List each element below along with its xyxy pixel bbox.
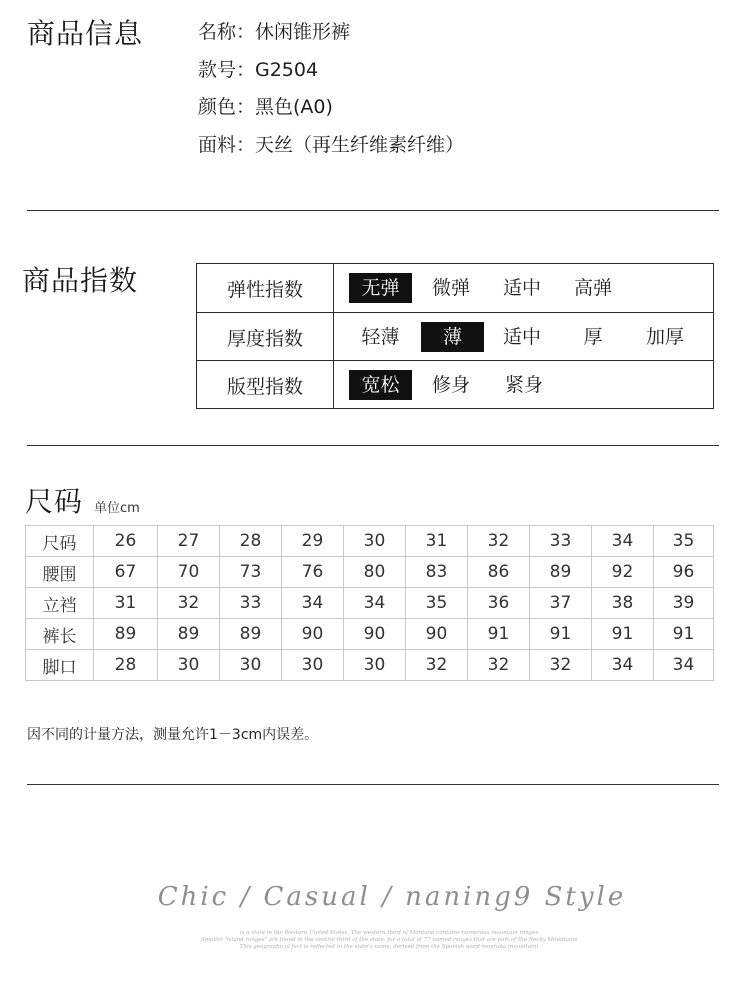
index-table <box>196 263 714 409</box>
size-cell: 39 <box>654 588 714 619</box>
size-cell: 32 <box>406 650 468 681</box>
size-row-size <box>26 526 714 557</box>
info-style-number: 款号：G2504 <box>198 59 319 81</box>
size-cell: 29 <box>282 526 344 557</box>
signature-small-text: Smaller "island ranges" are found in the central third of the state, for a total of 77 named ranges that are part of the Rocky Mountains. <box>201 937 579 943</box>
size-cell: 28 <box>94 650 158 681</box>
size-cell: 30 <box>344 650 406 681</box>
signature-small-text: is a state in the Western United States. The western third of Montana contains numerous mountain ranges. <box>239 930 541 936</box>
index-row-fit <box>197 360 713 409</box>
info-name: 名称：休闲锥形裤 <box>198 21 351 43</box>
size-cell: 34 <box>344 588 406 619</box>
measurement-note: 因不同的计量方法，测量允许1－3cm内误差。 <box>27 727 319 743</box>
size-cell: 27 <box>158 526 220 557</box>
size-cell: 89 <box>94 619 158 650</box>
signature-small-text: This geographical fact is reflected in the state's name, derived from the Spanish word montaña (mountain). <box>239 944 541 950</box>
index-option: 厚 <box>583 326 603 348</box>
size-cell: 91 <box>592 619 654 650</box>
size-cell: 30 <box>158 650 220 681</box>
size-cell: 31 <box>406 526 468 557</box>
size-cell: 70 <box>158 557 220 588</box>
size-cell: 38 <box>592 588 654 619</box>
size-cell: 91 <box>530 619 592 650</box>
size-cell: 83 <box>406 557 468 588</box>
size-cell: 30 <box>282 650 344 681</box>
index-option: 微弹 <box>431 277 470 299</box>
size-cell: 67 <box>94 557 158 588</box>
size-cell: 35 <box>406 588 468 619</box>
size-cell: 30 <box>220 650 282 681</box>
index-option: 适中 <box>502 277 541 299</box>
size-row-hem <box>26 650 714 681</box>
info-fabric: 面料：天丝（再生纤维素纤维） <box>198 134 465 156</box>
size-cell: 91 <box>468 619 530 650</box>
size-cell: 89 <box>158 619 220 650</box>
size-title: 尺码 <box>25 485 84 518</box>
divider <box>27 210 719 211</box>
index-option-selected: 薄 <box>421 322 484 352</box>
product-index-title: 商品指数 <box>22 264 139 297</box>
index-option: 适中 <box>502 326 541 348</box>
size-cell: 90 <box>282 619 344 650</box>
size-unit: 单位cm <box>94 501 140 516</box>
index-option: 加厚 <box>645 326 684 348</box>
size-row-waist <box>26 557 714 588</box>
size-cell: 32 <box>158 588 220 619</box>
signature-script: Chic / Casual / naning9 Style <box>157 882 627 912</box>
divider <box>27 784 719 785</box>
index-option: 紧身 <box>504 374 543 396</box>
size-cell: 89 <box>220 619 282 650</box>
info-color: 颜色：黑色(A0) <box>198 96 333 118</box>
size-cell: 92 <box>592 557 654 588</box>
index-label: 厚度指数 <box>197 313 334 361</box>
index-option: 轻薄 <box>361 326 400 348</box>
size-cell: 37 <box>530 588 592 619</box>
size-cell: 34 <box>592 526 654 557</box>
size-cell: 73 <box>220 557 282 588</box>
size-cell: 91 <box>654 619 714 650</box>
size-cell: 90 <box>406 619 468 650</box>
size-cell: 35 <box>654 526 714 557</box>
index-label: 版型指数 <box>197 361 334 409</box>
divider <box>27 445 719 446</box>
size-cell: 34 <box>282 588 344 619</box>
size-cell: 28 <box>220 526 282 557</box>
size-row-rise <box>26 588 714 619</box>
index-option: 修身 <box>431 374 470 396</box>
index-row-thickness <box>197 312 713 361</box>
size-cell: 76 <box>282 557 344 588</box>
size-cell: 96 <box>654 557 714 588</box>
size-cell: 32 <box>530 650 592 681</box>
size-cell: 26 <box>94 526 158 557</box>
index-option-selected: 宽松 <box>349 370 412 400</box>
size-cell: 30 <box>344 526 406 557</box>
index-option-selected: 无弹 <box>349 273 412 303</box>
size-cell: 34 <box>592 650 654 681</box>
size-cell-header: 尺码 <box>26 526 94 557</box>
size-row-length <box>26 619 714 650</box>
size-cell: 90 <box>344 619 406 650</box>
size-cell: 31 <box>94 588 158 619</box>
size-cell: 89 <box>530 557 592 588</box>
size-cell-header: 立裆 <box>26 588 94 619</box>
size-cell: 86 <box>468 557 530 588</box>
size-cell: 32 <box>468 650 530 681</box>
size-cell-header: 腰围 <box>26 557 94 588</box>
size-cell: 33 <box>530 526 592 557</box>
size-cell: 36 <box>468 588 530 619</box>
size-table <box>25 525 714 681</box>
index-row-elasticity <box>197 264 713 312</box>
size-cell: 80 <box>344 557 406 588</box>
brand-signature <box>140 878 640 958</box>
index-option: 高弹 <box>573 277 612 299</box>
size-cell: 32 <box>468 526 530 557</box>
product-info-title: 商品信息 <box>27 17 144 50</box>
size-cell-header: 裤长 <box>26 619 94 650</box>
size-cell: 33 <box>220 588 282 619</box>
size-cell-header: 脚口 <box>26 650 94 681</box>
index-label: 弹性指数 <box>197 264 334 312</box>
size-cell: 34 <box>654 650 714 681</box>
